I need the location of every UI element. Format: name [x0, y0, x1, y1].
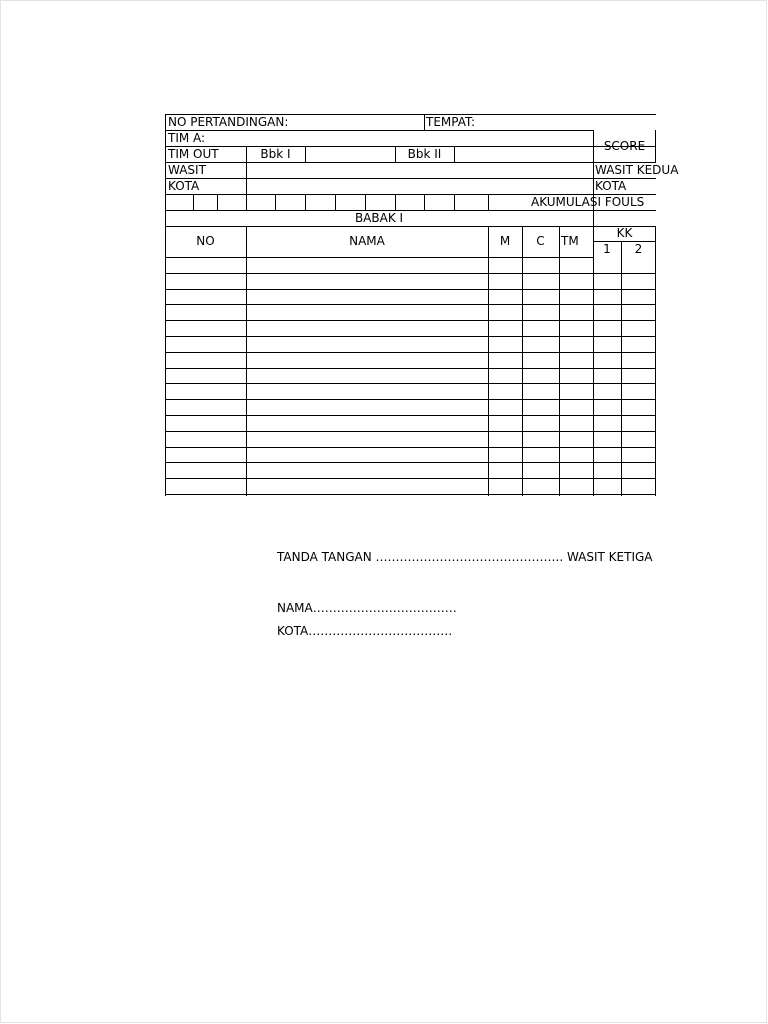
grid-vline — [305, 146, 306, 162]
signature-line: TANDA TANGAN ……………………………………….. WASIT KETIGA — [277, 550, 653, 564]
col-m-header: M — [499, 234, 511, 248]
kota-right-label: KOTA — [595, 179, 627, 193]
grid-vline — [335, 194, 336, 210]
table-row — [165, 257, 656, 273]
grid-vline — [424, 194, 425, 210]
col-kk-header: KK — [616, 226, 633, 240]
col-kk2-header: 2 — [634, 242, 643, 256]
col-no-header: NO — [196, 234, 215, 248]
col-tm-header: TM — [561, 234, 579, 248]
grid-vline — [305, 194, 306, 210]
score-label: SCORE — [603, 139, 646, 153]
tim-out-label: TIM OUT — [168, 147, 219, 161]
grid-vline — [365, 194, 366, 210]
grid-vline — [193, 194, 194, 210]
grid-hline — [165, 226, 656, 227]
akumulasi-fouls-label: AKUMULASI FOULS — [531, 195, 645, 209]
table-row — [165, 462, 656, 478]
table-row — [165, 320, 656, 336]
table-row — [165, 431, 656, 447]
table-row — [165, 478, 656, 494]
table-row — [165, 336, 656, 352]
table-row — [165, 447, 656, 463]
tempat-label: TEMPAT: — [426, 115, 476, 129]
table-row — [165, 415, 656, 431]
grid-vline — [454, 146, 455, 162]
babak-label: BABAK I — [354, 211, 404, 225]
no-pertandingan-label: NO PERTANDINGAN: — [168, 115, 289, 129]
col-nama-header: NAMA — [349, 234, 385, 248]
grid-vline — [454, 194, 455, 210]
grid-vline — [395, 194, 396, 210]
grid-vline — [275, 194, 276, 210]
table-row — [165, 289, 656, 305]
table-row — [165, 368, 656, 384]
bbk1-label: Bbk I — [260, 147, 291, 161]
grid-vline — [217, 194, 218, 210]
bbk2-label: Bbk II — [407, 147, 442, 161]
score-sheet — [165, 114, 679, 496]
table-row — [165, 383, 656, 399]
table-row — [165, 273, 656, 289]
table-row — [165, 399, 656, 415]
grid-vline — [246, 194, 247, 210]
table-row — [165, 304, 656, 320]
table-row — [165, 352, 656, 368]
signature-nama: NAMA……………………………… — [277, 601, 457, 615]
wasit-label: WASIT — [168, 163, 206, 177]
wasit-kedua-label: WASIT KEDUA — [595, 163, 679, 177]
signature-kota: KOTA……………………………… — [277, 624, 453, 638]
col-kk1-header: 1 — [603, 242, 611, 256]
kota-left-label: KOTA — [168, 179, 200, 193]
col-c-header: C — [536, 234, 545, 248]
tim-a-label: TIM A: — [168, 131, 206, 145]
grid-hline — [165, 494, 656, 495]
